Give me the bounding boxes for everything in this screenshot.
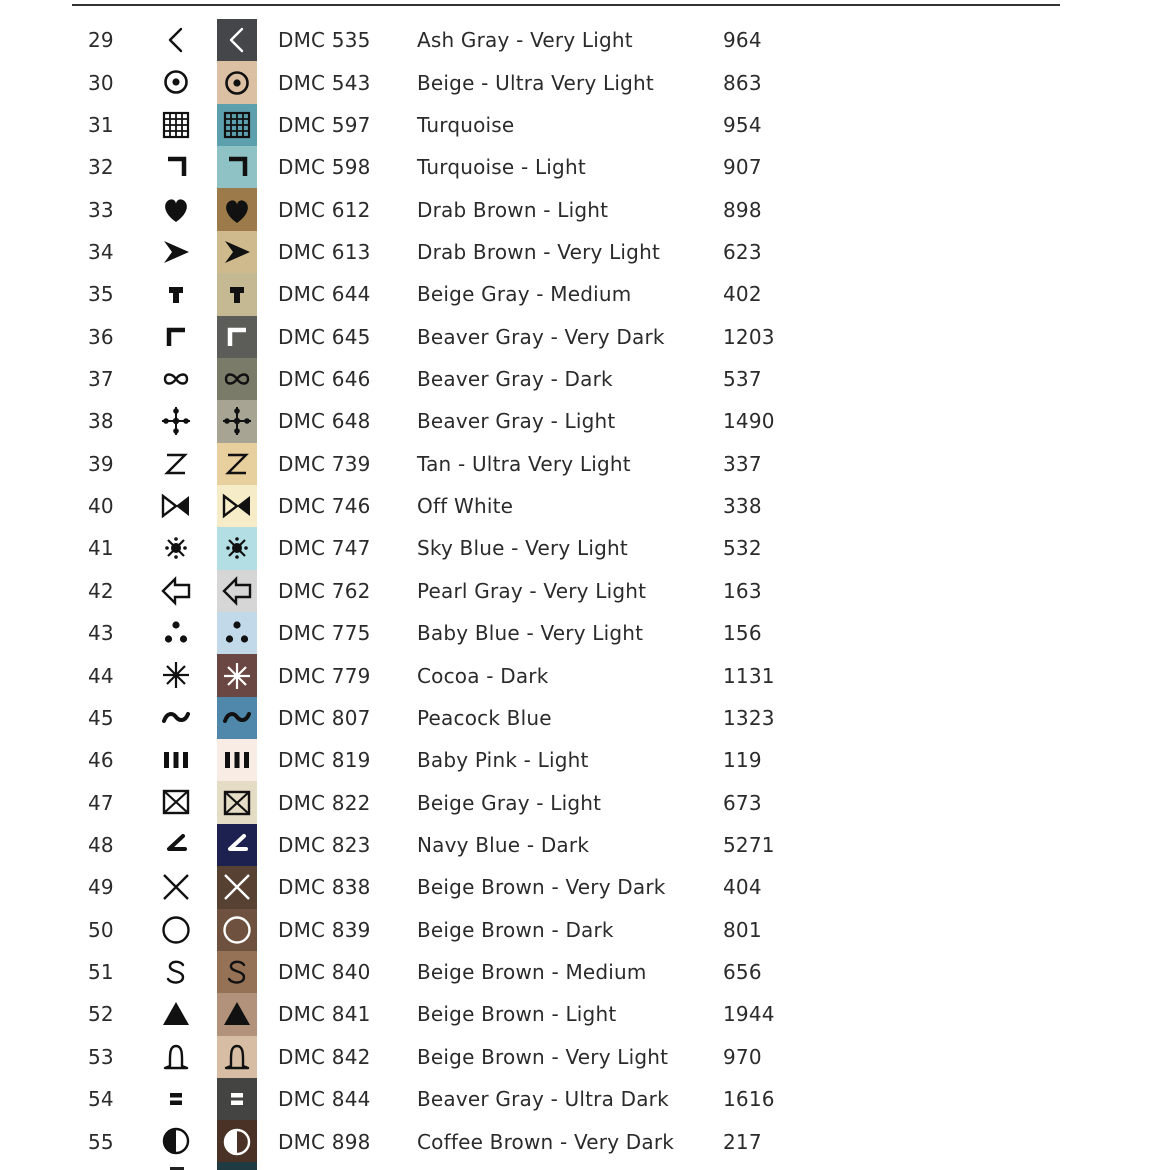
color-swatch bbox=[217, 527, 257, 569]
legend-row bbox=[0, 19, 1170, 61]
dmc-code: DMC 739 bbox=[278, 451, 371, 476]
row-number: 31 bbox=[88, 112, 114, 137]
color-name: Drab Brown - Very Light bbox=[417, 239, 660, 264]
legend-row bbox=[0, 443, 1170, 485]
legend-row bbox=[0, 697, 1170, 739]
row-number: 55 bbox=[88, 1129, 114, 1154]
row-number: 53 bbox=[88, 1044, 114, 1069]
color-name: Tan - Ultra Very Light bbox=[417, 451, 631, 476]
legend-row bbox=[0, 316, 1170, 358]
row-number: 43 bbox=[88, 621, 114, 646]
anchor-number: 1616 bbox=[723, 1087, 775, 1112]
legend-row bbox=[0, 866, 1170, 908]
color-name: Beaver Gray - Dark bbox=[417, 367, 613, 392]
color-swatch bbox=[217, 1036, 257, 1078]
anchor-number: 673 bbox=[723, 790, 762, 815]
chevron-left-icon bbox=[219, 22, 255, 58]
anchor-number: 1944 bbox=[723, 1002, 775, 1027]
color-name: Coffee Brown - Very Dark bbox=[417, 1129, 675, 1154]
color-name: Beige Gray - Light bbox=[417, 790, 602, 815]
bowtie-icon bbox=[158, 488, 194, 524]
color-name: Pearl Gray - Very Light bbox=[417, 578, 647, 603]
z-letter-icon bbox=[158, 446, 194, 482]
row-number: 35 bbox=[88, 282, 114, 307]
legend-row bbox=[0, 104, 1170, 146]
dmc-code: DMC 844 bbox=[278, 1087, 371, 1112]
row-number: 48 bbox=[88, 833, 114, 857]
t-letter-icon bbox=[158, 276, 194, 312]
anchor-number: 404 bbox=[723, 875, 762, 900]
dmc-code: DMC 648 bbox=[278, 409, 371, 434]
anchor-number: 964 bbox=[723, 28, 762, 53]
dmc-code: DMC 543 bbox=[278, 70, 371, 95]
arrowhead-right-icon bbox=[219, 234, 255, 270]
spark-icon bbox=[158, 530, 194, 566]
legend-row bbox=[0, 993, 1170, 1035]
legend-row bbox=[0, 358, 1170, 400]
row-number: 30 bbox=[88, 70, 114, 95]
legend-row bbox=[0, 781, 1170, 823]
s-letter-icon bbox=[219, 954, 255, 990]
anchor-number: 907 bbox=[723, 155, 762, 180]
anchor-number: 532 bbox=[723, 536, 762, 561]
color-swatch bbox=[217, 1120, 257, 1162]
heart-icon bbox=[219, 192, 255, 228]
spark-icon bbox=[219, 530, 255, 566]
color-name: Beige Brown - Very Dark bbox=[417, 875, 666, 900]
color-name: Navy Blue - Dark bbox=[417, 833, 590, 857]
anchor-number: 656 bbox=[723, 960, 762, 985]
color-name: Ash Gray - Very Light bbox=[417, 28, 633, 53]
t-letter-icon bbox=[219, 276, 255, 312]
half-circle-icon bbox=[219, 1124, 255, 1160]
color-swatch bbox=[217, 231, 257, 273]
color-name: Beaver Gray - Ultra Dark bbox=[417, 1087, 669, 1112]
dmc-code: DMC 898 bbox=[278, 1129, 371, 1154]
bowtie-icon bbox=[219, 488, 255, 524]
dmc-code: DMC 842 bbox=[278, 1044, 371, 1069]
row-number: 39 bbox=[88, 451, 114, 476]
color-name: Beige Brown - Light bbox=[417, 1002, 617, 1027]
anchor-number: 1490 bbox=[723, 409, 775, 434]
row-number: 47 bbox=[88, 790, 114, 815]
color-name: Beaver Gray - Very Dark bbox=[417, 324, 665, 349]
legend-row bbox=[0, 400, 1170, 442]
dmc-code: DMC 823 bbox=[278, 833, 371, 857]
partial-row bbox=[0, 1162, 1170, 1170]
angle-icon bbox=[219, 827, 255, 863]
anchor-number: 338 bbox=[723, 494, 762, 519]
infinity-icon bbox=[158, 361, 194, 397]
anchor-number: 163 bbox=[723, 578, 762, 603]
dmc-code: DMC 807 bbox=[278, 705, 371, 730]
triangle-icon bbox=[158, 996, 194, 1032]
color-name: Baby Pink - Light bbox=[417, 748, 589, 773]
target-circle-icon bbox=[219, 65, 255, 101]
dmc-code: DMC 613 bbox=[278, 239, 371, 264]
dmc-code: DMC 840 bbox=[278, 960, 371, 985]
color-swatch bbox=[217, 400, 257, 442]
anchor-number: 119 bbox=[723, 748, 762, 773]
color-swatch bbox=[217, 697, 257, 739]
dmc-code: DMC 841 bbox=[278, 1002, 371, 1027]
anchor-number: 970 bbox=[723, 1044, 762, 1069]
equals-icon bbox=[219, 1081, 255, 1117]
partial-swatch bbox=[217, 1162, 257, 1170]
row-number: 50 bbox=[88, 917, 114, 942]
anchor-number: 337 bbox=[723, 451, 762, 476]
target-circle-icon bbox=[158, 64, 194, 100]
tilde-icon bbox=[219, 700, 255, 736]
tilde-icon bbox=[158, 700, 194, 736]
legend-row bbox=[0, 612, 1170, 654]
legend-row bbox=[0, 273, 1170, 315]
anchor-number: 5271 bbox=[723, 833, 775, 857]
triple-bars-icon bbox=[219, 742, 255, 778]
arrow-left-outline-icon bbox=[158, 573, 194, 609]
row-number: 37 bbox=[88, 367, 114, 392]
corner-top-left-icon bbox=[158, 319, 194, 355]
color-name: Peacock Blue bbox=[417, 705, 552, 730]
color-swatch bbox=[217, 993, 257, 1035]
row-number: 29 bbox=[88, 28, 114, 53]
row-number: 42 bbox=[88, 578, 114, 603]
row-number: 32 bbox=[88, 155, 114, 180]
color-name: Beige Brown - Very Light bbox=[417, 1044, 669, 1069]
bell-icon bbox=[219, 1039, 255, 1075]
thread-legend-list bbox=[0, 19, 1170, 1163]
legend-row bbox=[0, 951, 1170, 993]
row-number: 54 bbox=[88, 1087, 114, 1112]
color-swatch bbox=[217, 485, 257, 527]
bell-icon bbox=[158, 1039, 194, 1075]
angle-icon bbox=[158, 827, 194, 863]
anchor-number: 898 bbox=[723, 197, 762, 222]
legend-row bbox=[0, 654, 1170, 696]
z-letter-icon bbox=[219, 446, 255, 482]
three-dots-icon bbox=[158, 615, 194, 651]
anchor-number: 1203 bbox=[723, 324, 775, 349]
anchor-number: 1131 bbox=[723, 663, 775, 688]
color-swatch bbox=[217, 61, 257, 103]
color-name: Cocoa - Dark bbox=[417, 663, 549, 688]
color-swatch bbox=[217, 443, 257, 485]
anchor-number: 156 bbox=[723, 621, 762, 646]
dmc-code: DMC 839 bbox=[278, 917, 371, 942]
grid-icon bbox=[219, 107, 255, 143]
color-swatch bbox=[217, 104, 257, 146]
row-number: 49 bbox=[88, 875, 114, 900]
color-swatch bbox=[217, 951, 257, 993]
corner-top-left-icon bbox=[219, 319, 255, 355]
color-swatch bbox=[217, 654, 257, 696]
x-mark-icon bbox=[158, 869, 194, 905]
dmc-code: DMC 747 bbox=[278, 536, 371, 561]
cross-dots-icon bbox=[219, 403, 255, 439]
legend-row bbox=[0, 61, 1170, 103]
color-swatch bbox=[217, 781, 257, 823]
color-swatch bbox=[217, 612, 257, 654]
x-mark-icon bbox=[219, 869, 255, 905]
dmc-code: DMC 612 bbox=[278, 197, 371, 222]
top-rule bbox=[72, 4, 1060, 6]
color-swatch bbox=[217, 188, 257, 230]
circle-outline-icon bbox=[158, 912, 194, 948]
dmc-code: DMC 822 bbox=[278, 790, 371, 815]
dmc-code: DMC 779 bbox=[278, 663, 371, 688]
infinity-icon bbox=[219, 361, 255, 397]
color-swatch bbox=[217, 19, 257, 61]
anchor-number: 402 bbox=[723, 282, 762, 307]
row-number: 38 bbox=[88, 409, 114, 434]
row-number: 46 bbox=[88, 748, 114, 773]
legend-row bbox=[0, 527, 1170, 569]
anchor-number: 537 bbox=[723, 367, 762, 392]
envelope-x-icon bbox=[158, 784, 194, 820]
s-letter-icon bbox=[158, 954, 194, 990]
row-number: 52 bbox=[88, 1002, 114, 1027]
color-name: Beige Gray - Medium bbox=[417, 282, 632, 307]
color-swatch bbox=[217, 824, 257, 866]
color-name: Turquoise - Light bbox=[417, 155, 586, 180]
legend-row bbox=[0, 1078, 1170, 1120]
legend-row bbox=[0, 739, 1170, 781]
color-swatch bbox=[217, 739, 257, 781]
anchor-number: 1323 bbox=[723, 705, 775, 730]
three-dots-icon bbox=[219, 615, 255, 651]
color-name: Off White bbox=[417, 494, 514, 519]
anchor-number: 217 bbox=[723, 1129, 762, 1154]
envelope-x-icon bbox=[219, 785, 255, 821]
arrowhead-right-icon bbox=[158, 234, 194, 270]
color-swatch bbox=[217, 146, 257, 188]
anchor-number: 801 bbox=[723, 917, 762, 942]
dmc-code: DMC 775 bbox=[278, 621, 371, 646]
color-swatch bbox=[217, 570, 257, 612]
color-swatch bbox=[217, 358, 257, 400]
triple-bars-icon bbox=[158, 742, 194, 778]
legend-row bbox=[0, 1120, 1170, 1162]
color-swatch bbox=[217, 909, 257, 951]
dmc-code: DMC 645 bbox=[278, 324, 371, 349]
dmc-code: DMC 644 bbox=[278, 282, 371, 307]
row-number: 45 bbox=[88, 705, 114, 730]
anchor-number: 623 bbox=[723, 239, 762, 264]
legend-row bbox=[0, 188, 1170, 230]
row-number: 41 bbox=[88, 536, 114, 561]
color-swatch bbox=[217, 866, 257, 908]
dmc-code: DMC 597 bbox=[278, 112, 371, 137]
circle-outline-icon bbox=[219, 912, 255, 948]
color-name: Sky Blue - Very Light bbox=[417, 536, 628, 561]
row-number: 44 bbox=[88, 663, 114, 688]
legend-row bbox=[0, 909, 1170, 951]
dmc-code: DMC 762 bbox=[278, 578, 371, 603]
chevron-left-icon bbox=[158, 22, 194, 58]
color-name: Beige Brown - Dark bbox=[417, 917, 614, 942]
dmc-code: DMC 646 bbox=[278, 367, 371, 392]
dmc-code: DMC 819 bbox=[278, 748, 371, 773]
row-number: 36 bbox=[88, 324, 114, 349]
legend-row bbox=[0, 146, 1170, 188]
color-swatch bbox=[217, 273, 257, 315]
legend-row bbox=[0, 485, 1170, 527]
anchor-number: 954 bbox=[723, 112, 762, 137]
half-circle-icon bbox=[158, 1123, 194, 1159]
anchor-number: 863 bbox=[723, 70, 762, 95]
row-number: 34 bbox=[88, 239, 114, 264]
color-name: Beige - Ultra Very Light bbox=[417, 70, 654, 95]
legend-row bbox=[0, 1036, 1170, 1078]
grid-icon bbox=[158, 107, 194, 143]
row-number: 33 bbox=[88, 197, 114, 222]
color-swatch bbox=[217, 1078, 257, 1120]
dmc-code: DMC 535 bbox=[278, 28, 371, 53]
legend-row bbox=[0, 570, 1170, 612]
color-name: Beaver Gray - Light bbox=[417, 409, 616, 434]
triangle-icon bbox=[219, 996, 255, 1032]
legend-row bbox=[0, 231, 1170, 273]
color-name: Turquoise bbox=[417, 112, 515, 137]
dmc-code: DMC 598 bbox=[278, 155, 371, 180]
legend-row bbox=[0, 824, 1170, 866]
arrow-left-outline-icon bbox=[219, 573, 255, 609]
row-number: 40 bbox=[88, 494, 114, 519]
asterisk-icon bbox=[158, 657, 194, 693]
corner-top-right-icon bbox=[158, 149, 194, 185]
asterisk-icon bbox=[219, 658, 255, 694]
row-number: 51 bbox=[88, 960, 114, 985]
equals-icon bbox=[158, 1081, 194, 1117]
color-name: Baby Blue - Very Light bbox=[417, 621, 644, 646]
color-swatch bbox=[217, 316, 257, 358]
corner-top-right-icon bbox=[219, 149, 255, 185]
heart-icon bbox=[158, 191, 194, 227]
color-name: Drab Brown - Light bbox=[417, 197, 609, 222]
dmc-code: DMC 838 bbox=[278, 875, 371, 900]
dmc-code: DMC 746 bbox=[278, 494, 371, 519]
color-name: Beige Brown - Medium bbox=[417, 960, 647, 985]
cross-dots-icon bbox=[158, 403, 194, 439]
